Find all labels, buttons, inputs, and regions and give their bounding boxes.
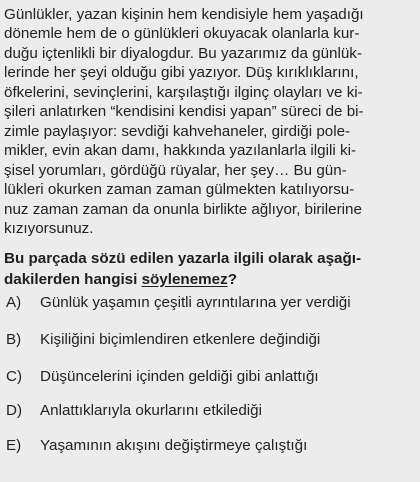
option-letter: D) [6,402,23,419]
passage-line: dönemle hem de o günlükleri okuyacak olanlarla kur- [4,25,360,43]
option-letter: A) [6,294,22,311]
question-prefix: dakilerden hangisi [4,271,142,288]
option-text: Yaşamının akışını değiştirmeye çalıştığı [40,437,308,454]
option-letter: E) [6,437,22,454]
option-text: Günlük yaşamın çeşitli ayrıntılarına yer verdiği [40,294,351,311]
passage-line: lerinde her şeyi olduğu gibi yazıyor. Düş kırıklıklarını, [4,64,359,82]
passage-line: Günlükler, yazan kişinin hem kendisiyle hem yaşadığı [4,6,364,23]
question-line: Bu parçada sözü edilen yazarla ilgili olarak aşağı- [4,250,362,267]
passage-line: zimle paylaşıyor: sevdiği kahvehaneler, girdiği pole- [4,122,351,140]
passage-line: şisel yorumları, gördüğü rüyalar, her şey… Bu gün- [4,161,347,179]
option-text: Düşüncelerini içinden geldiği gibi anlattığı [40,368,319,385]
passage-line: nuz zaman zaman da onunla birlikte ağlıyor, birilerine [4,200,362,218]
passage-line: kızıyorsunuz. [4,219,94,237]
passage-line: lükleri okurken zaman zaman gülmekten katılıyorsu- [4,181,355,199]
option-text: Anlattıklarıyla okurlarını etkilediği [40,402,263,419]
question-emphasis: söylenemez [141,271,228,288]
option-text: Kişiliğini biçimlendiren etkenlere değindiği [40,331,321,348]
option-e[interactable] [6,435,307,457]
passage-line: mikler, evin akan damı, hakkında yazılanlarla ilgili ki- [4,142,356,160]
passage-line: şileri anlatırken “kendisini kendisi yapan” süreci de bi- [4,103,364,121]
option-d[interactable] [6,400,262,422]
question-stem [4,248,418,290]
question-line [4,269,418,290]
passage-line: öfkelerini, sevinçlerini, karşılaştığı ilginç olayları ve ki- [4,83,363,101]
passage-line: duğu içtenlikli bir diyalogdur. Bu yazarımız da günlük- [4,44,362,62]
option-a[interactable] [6,292,351,314]
option-c[interactable] [6,366,319,388]
option-letter: B) [6,331,22,348]
option-letter: C) [6,368,23,385]
question-mark: ? [227,271,237,288]
option-b[interactable] [6,329,320,351]
passage-text [4,5,418,238]
